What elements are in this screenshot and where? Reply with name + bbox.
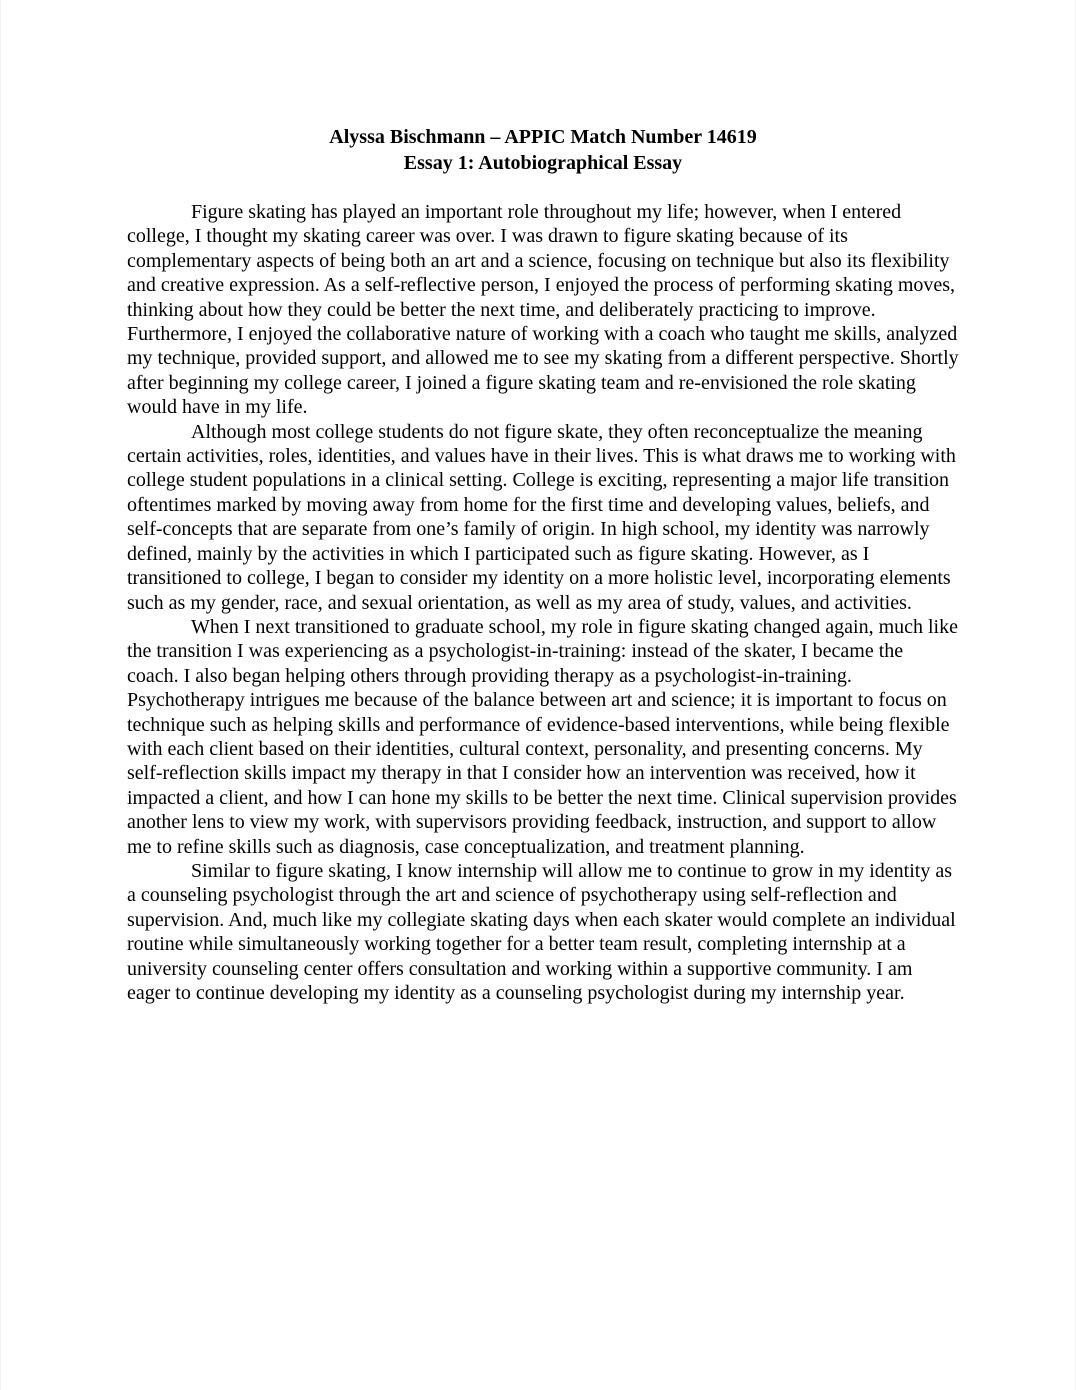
essay-body xyxy=(127,200,959,1005)
essay-header xyxy=(127,124,959,176)
paragraph-3: When I next transitioned to graduate school, my role in figure skating changed again, much like the transition I was experiencing as a psychologist-in-training: instead of the skater, I became the coach. I also began helping others through providing therapy as a psychologist-in-training. Psychotherapy intrigues me because of the balance between art and science; it is important to focus on technique such as helping skills and performance of evidence-based interventions, while being flexible with each client based on their identities, cultural context, personality, and presenting concerns. My self-reflection skills impact my therapy in that I consider how an intervention was received, how it impacted a client, and how I can hone my skills to be better the next time. Clinical supervision provides another lens to view my work, with supervisors providing feedback, instruction, and support to allow me to refine skills such as diagnosis, case conceptualization, and treatment planning. xyxy=(127,615,958,858)
paragraph-4: Similar to figure skating, I know internship will allow me to continue to grow in my identity as a counseling psychologist through the art and science of psychotherapy using self-reflection and supervision. And, much like my collegiate skating days when each skater would complete an individual routine while simultaneously working together for a better team result, completing internship at a university counseling center offers consultation and working within a supportive community. I am eager to continue developing my identity as a counseling psychologist during my internship year. xyxy=(127,859,956,1004)
header-title-line: Essay 1: Autobiographical Essay xyxy=(403,152,683,174)
paragraph-1: Figure skating has played an important role throughout my life; however, when I entered college, I thought my skating career was over. I was drawn to figure skating because of its complementary aspects of being both an art and a science, focusing on technique but also its flexibility and creative expression. As a self-reflective person, I enjoyed the process of performing skating moves, thinking about how they could be better the next time, and deliberately practicing to improve. Furthermore, I enjoyed the collaborative nature of working with a coach who taught me skills, analyzed my technique, provided support, and allowed me to see my skating from a different perspective. Shortly after beginning my college career, I joined a figure skating team and re-envisioned the role skating would have in my life. xyxy=(127,201,959,419)
essay-content xyxy=(127,124,959,1005)
header-author-line: Alyssa Bischmann – APPIC Match Number 14619 xyxy=(329,126,757,148)
paragraph-2: Although most college students do not figure skate, they often reconceptualize the meaning certain activities, roles, identities, and values have in their lives. This is what draws me to working with college student populations in a clinical setting. College is exciting, representing a major life transition oftentimes marked by moving away from home for the first time and developing values, beliefs, and self-concepts that are separate from one’s family of origin. In high school, my identity was narrowly defined, mainly by the activities in which I participated such as figure skating. However, as I transitioned to college, I began to consider my identity on a more holistic level, incorporating elements such as my gender, race, and sexual orientation, as well as my area of study, values, and activities. xyxy=(127,420,956,614)
